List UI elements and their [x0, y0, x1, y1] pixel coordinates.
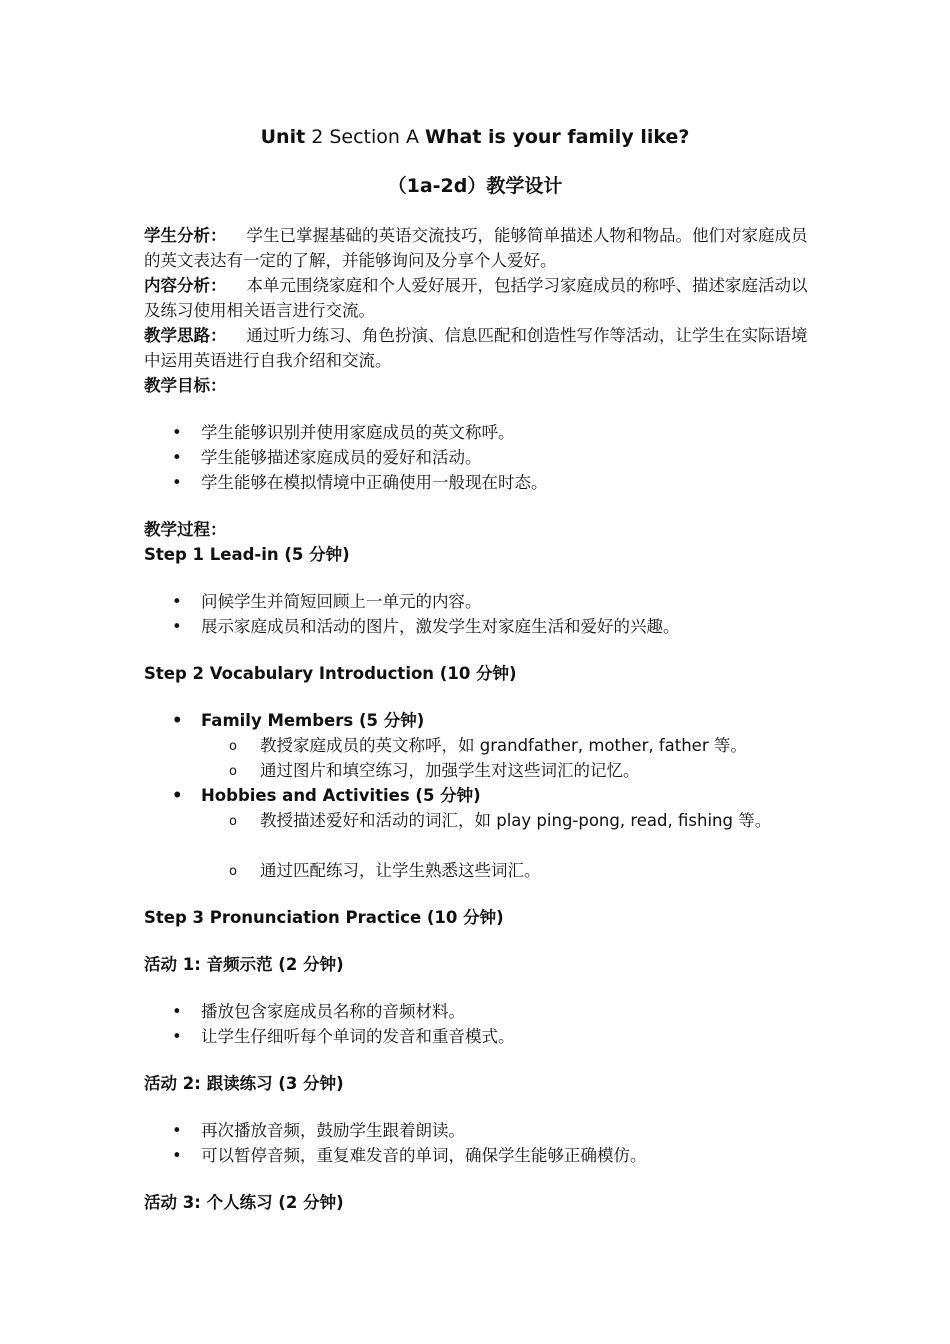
- process-heading: 教学过程：: [144, 520, 227, 539]
- bullet-symbol: •: [172, 786, 183, 805]
- step2-heading: Step 2 Vocabulary Introduction (10 分钟): [144, 664, 517, 683]
- list-item-text: 学生能够描述家庭成员的爱好和活动。: [201, 448, 482, 467]
- activity3-heading: 活动 3: 个人练习 (2 分钟): [144, 1193, 344, 1212]
- content-analysis-paragraph: [144, 273, 808, 323]
- sub-bullet-symbol: o: [229, 814, 237, 829]
- sub-bullet-symbol: o: [229, 764, 237, 779]
- activity1-heading: 活动 1: 音频示范 (2 分钟): [144, 955, 344, 974]
- paragraph-label: 学生分析：: [144, 226, 227, 245]
- sub-list-item-text: 通过匹配练习，让学生熟悉这些词汇。: [260, 861, 541, 880]
- bullet-symbol: •: [172, 617, 182, 636]
- bullet-symbol: •: [172, 1121, 182, 1140]
- title-section: 2 Section A: [305, 126, 426, 148]
- paragraph-text: 通过听力练习、角色扮演、信息匹配和创造性写作等活动，让学生在实际语境中运用英语进行自我介绍和交流。: [144, 326, 808, 370]
- bullet-symbol: •: [172, 1002, 182, 1021]
- paragraph-label: 内容分析：: [144, 276, 227, 295]
- sub-list-item-text: 教授家庭成员的英文称呼，如 grandfather, mother, father 等。: [260, 736, 747, 755]
- list-item-text: 让学生仔细听每个单词的发音和重音模式。: [201, 1027, 515, 1046]
- bullet-symbol: •: [172, 592, 182, 611]
- goals-heading: 教学目标：: [144, 376, 227, 395]
- list-item-text: 学生能够识别并使用家庭成员的英文称呼。: [201, 423, 515, 442]
- sub-list-item-text: 通过图片和填空练习，加强学生对这些词汇的记忆。: [260, 761, 640, 780]
- sub-list-item-text: 教授描述爱好和活动的词汇，如 play ping-pong, read, fishing 等。: [260, 811, 772, 830]
- bullet-symbol: •: [172, 1027, 182, 1046]
- bullet-symbol: •: [172, 711, 183, 730]
- list-item-text: 可以暂停音频，重复难发音的单词，确保学生能够正确模仿。: [201, 1146, 647, 1165]
- list-item-text: 再次播放音频，鼓励学生跟着朗读。: [201, 1121, 465, 1140]
- teaching-idea-paragraph: [144, 323, 808, 373]
- paragraph-label: 教学思路：: [144, 326, 227, 345]
- bullet-symbol: •: [172, 423, 182, 442]
- paragraph-text: 本单元围绕家庭和个人爱好展开，包括学习家庭成员的称呼、描述家庭活动以及练习使用相关语言进行交流。: [144, 276, 808, 320]
- activity2-heading: 活动 2: 跟读练习 (3 分钟): [144, 1074, 344, 1093]
- document-title: [0, 124, 950, 150]
- bullet-symbol: •: [172, 473, 182, 492]
- paragraph-text: 学生已掌握基础的英语交流技巧，能够简单描述人物和物品。他们对家庭成员的英文表达有一定的了解，并能够询问及分享个人爱好。: [144, 226, 808, 270]
- list-item-text: 问候学生并简短回顾上一单元的内容。: [201, 592, 482, 611]
- title-unit: Unit: [260, 126, 306, 148]
- sub-bullet-symbol: o: [229, 864, 237, 879]
- sub-bullet-symbol: o: [229, 739, 237, 754]
- bullet-symbol: •: [172, 1146, 182, 1165]
- list-item-text: 展示家庭成员和活动的图片，激发学生对家庭生活和爱好的兴趣。: [201, 617, 680, 636]
- document-subtitle: （1a-2d）教学设计: [387, 175, 563, 197]
- student-analysis-paragraph: [144, 223, 808, 273]
- title-question: What is your family like?: [425, 126, 690, 148]
- list-item-text: 学生能够在模拟情境中正确使用一般现在时态。: [201, 473, 548, 492]
- list-item-text: Hobbies and Activities (5 分钟): [201, 786, 481, 805]
- bullet-symbol: •: [172, 448, 182, 467]
- step1-heading: Step 1 Lead-in (5 分钟): [144, 545, 350, 564]
- list-item-text: 播放包含家庭成员名称的音频材料。: [201, 1002, 465, 1021]
- step3-heading: Step 3 Pronunciation Practice (10 分钟): [144, 908, 504, 927]
- list-item-text: Family Members (5 分钟): [201, 711, 425, 730]
